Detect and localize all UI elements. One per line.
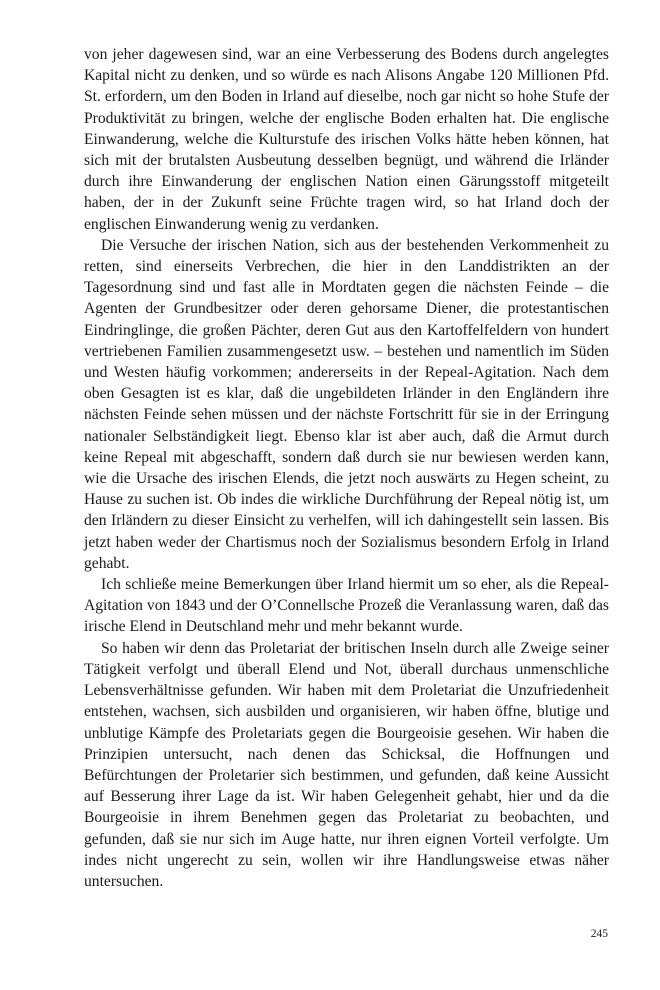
page-number: 245 <box>590 928 608 940</box>
paragraph-proletariat-summary: So haben wir denn das Proletariat der britischen Inseln durch alle Zweige seiner Tätigkeit verfolgt und überall Elend und Not, überall durchaus unmenschliche Lebensverhältnisse gefunden. Wir haben mit dem Proletariat die Unzufriedenheit entstehen, wachsen, sich ausbilden und organisieren, wir haben öffne, blutige und unblutige Kämpfe des Proletariats gegen die Bourgeoisie gesehen. Wir haben die Prinzipien untersucht, nach denen das Schicksal, die Hoffnungen und Befürchtungen der Proletarier sich bestimmen, und gefunden, daß keine Aussicht auf Besserung ihrer Lage da ist. Wir haben Gelegenheit gehabt, hier und da die Bourgeoisie in ihrem Benehmen gegen das Proletariat zu beobachten, und gefunden, daß sie nur sich im Auge hatte, nur ihren eignen Vorteil verfolgte. Um indes nicht ungerecht zu sein, wollen wir ihre Handlungsweise etwas näher untersuchen. <box>84 639 609 890</box>
paragraph-continued: von jeher dagewesen sind, war an eine Verbesserung des Bodens durch angelegtes Kapital nicht zu denken, und so würde es nach Alisons Angabe 120 Millionen Pfd. St. erfordern, um den Boden in Irland auf dieselbe, noch gar nicht so hohe Stufe der Produktivität zu bringen, welche der englische Boden erhalten hat. Die englische Einwanderung, welche die Kulturstufe des irischen Volks hätte heben können, hat sich mit der brutalsten Ausbeutung desselben begnügt, und während die Irländer durch ihre Einwanderung der englischen Nation einen Gärungsstoff mitgeteilt haben, der in der Zukunft seine Früchte tragen wird, so hat Irland doch der englischen Einwanderung wenig zu verdanken. <box>84 46 609 233</box>
paragraph-irish-attempts: Die Versuche der irischen Nation, sich aus der bestehenden Verkommenheit zu retten, sind einerseits Verbrechen, die hier in den Landdistrikten an der Tagesordnung sind und fast alle in Mordtaten gegen die nächsten Feinde – die Agenten der Grundbesitzer oder deren gehorsame Diener, die protestantischen Eindringlinge, die großen Pächter, deren Gut aus den Kartoffelfeldern von hundert vertriebenen Familien zusammengesetzt usw. – bestehen und namentlich im Süden und Westen häufig vorkommen; andererseits in der Repeal-Agitation. Nach dem oben Gesagten ist es klar, daß die ungebildeten Irländer in den Engländern ihre nächsten Feinde sehen müssen und der nächste Fortschritt für sie in der Erringung nationaler Selbständigkeit liegt. Ebenso klar ist aber auch, daß die Armut durch keine Repeal mit abgeschafft, sondern daß durch sie nur bewiesen werden kann, wie die Ursache des irischen Elends, die jetzt noch auswärts zu Hegen scheint, zu Hause zu suchen ist. Ob indes die wirkliche Durchführung der Repeal nötig ist, um den Irländern zu dieser Einsicht zu verhelfen, will ich dahingestellt sein lassen. Bis jetzt haben weder der Chartismus noch der Sozialismus besondern Erfolg in Irland gehabt. <box>84 236 609 572</box>
paragraph-closing-remarks: Ich schließe meine Bemerkungen über Irland hiermit um so eher, als die Repeal-Agitation von 1843 und der O’Connellsche Prozeß die Veranlassung waren, daß das irische Elend in Deutschland mehr und mehr bekannt wurde. <box>84 576 609 636</box>
body-text <box>84 44 609 892</box>
